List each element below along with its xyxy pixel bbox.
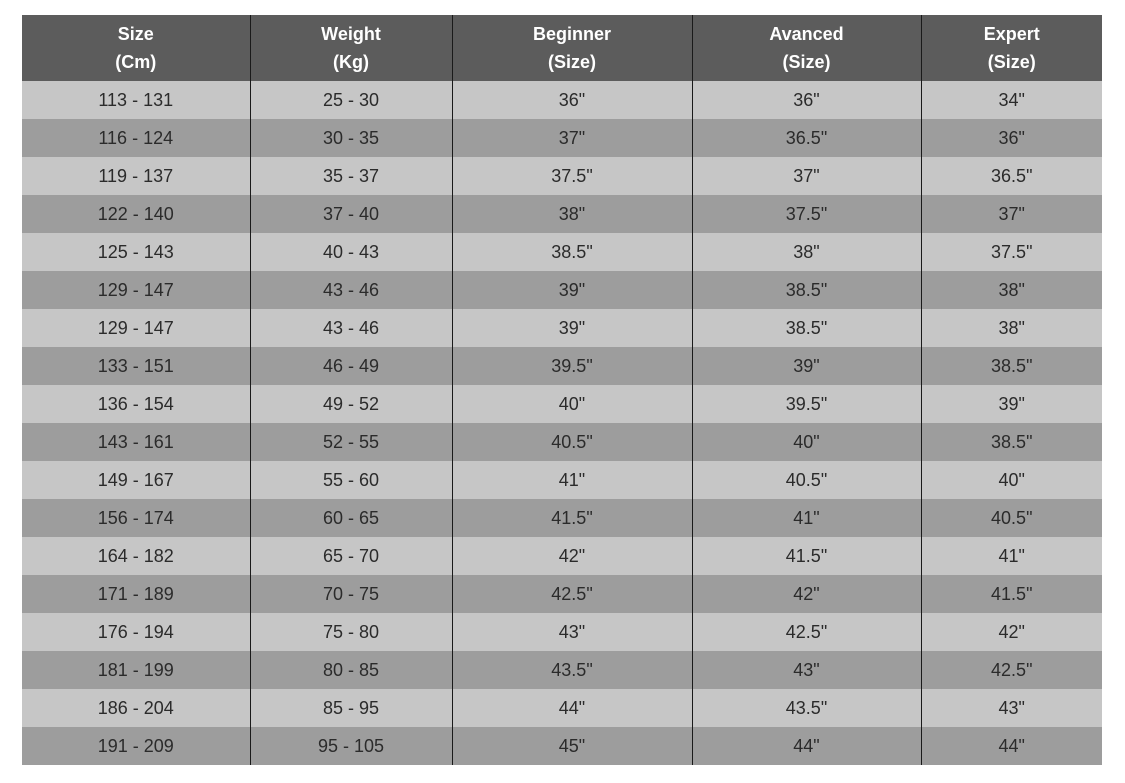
header-row bbox=[22, 15, 1102, 81]
header-size-label: Size bbox=[117, 24, 154, 44]
size-cell: 143 - 161 bbox=[22, 423, 250, 461]
header-advanced-label: Avanced bbox=[769, 24, 844, 44]
advanced-cell: 38.5" bbox=[692, 271, 921, 309]
beginner-cell: 39" bbox=[452, 309, 692, 347]
size-cell: 181 - 199 bbox=[22, 651, 250, 689]
table-row bbox=[22, 271, 1102, 309]
expert-cell: 44" bbox=[921, 727, 1102, 765]
expert-cell: 37.5" bbox=[921, 233, 1102, 271]
advanced-cell: 43" bbox=[692, 651, 921, 689]
table-row bbox=[22, 233, 1102, 271]
table-row bbox=[22, 195, 1102, 233]
size-cell: 164 - 182 bbox=[22, 537, 250, 575]
header-weight bbox=[250, 15, 452, 81]
size-cell: 133 - 151 bbox=[22, 347, 250, 385]
size-cell: 176 - 194 bbox=[22, 613, 250, 651]
advanced-cell: 41.5" bbox=[692, 537, 921, 575]
expert-cell: 38.5" bbox=[921, 423, 1102, 461]
advanced-cell: 44" bbox=[692, 727, 921, 765]
expert-cell: 42" bbox=[921, 613, 1102, 651]
size-cell: 129 - 147 bbox=[22, 271, 250, 309]
expert-cell: 41.5" bbox=[921, 575, 1102, 613]
beginner-cell: 38" bbox=[452, 195, 692, 233]
weight-cell: 40 - 43 bbox=[250, 233, 452, 271]
weight-cell: 60 - 65 bbox=[250, 499, 452, 537]
advanced-cell: 36" bbox=[692, 81, 921, 119]
beginner-cell: 40.5" bbox=[452, 423, 692, 461]
expert-cell: 40" bbox=[921, 461, 1102, 499]
table-body bbox=[22, 81, 1102, 765]
table-row bbox=[22, 727, 1102, 765]
expert-cell: 43" bbox=[921, 689, 1102, 727]
table-row bbox=[22, 651, 1102, 689]
size-cell: 122 - 140 bbox=[22, 195, 250, 233]
size-cell: 113 - 131 bbox=[22, 81, 250, 119]
advanced-cell: 39" bbox=[692, 347, 921, 385]
expert-cell: 38" bbox=[921, 271, 1102, 309]
beginner-cell: 37" bbox=[452, 119, 692, 157]
table-row bbox=[22, 689, 1102, 727]
expert-cell: 38" bbox=[921, 309, 1102, 347]
table-row bbox=[22, 347, 1102, 385]
advanced-cell: 43.5" bbox=[692, 689, 921, 727]
weight-cell: 85 - 95 bbox=[250, 689, 452, 727]
beginner-cell: 41.5" bbox=[452, 499, 692, 537]
advanced-cell: 39.5" bbox=[692, 385, 921, 423]
header-beginner-label: Beginner bbox=[532, 24, 611, 44]
header-weight-label: Weight bbox=[321, 24, 381, 44]
weight-cell: 35 - 37 bbox=[250, 157, 452, 195]
expert-cell: 42.5" bbox=[921, 651, 1102, 689]
size-cell: 156 - 174 bbox=[22, 499, 250, 537]
size-cell: 149 - 167 bbox=[22, 461, 250, 499]
size-chart-table bbox=[22, 15, 1102, 765]
header-expert-unit: (Size) bbox=[987, 52, 1036, 72]
header-advanced bbox=[692, 15, 921, 81]
beginner-cell: 42.5" bbox=[452, 575, 692, 613]
expert-cell: 38.5" bbox=[921, 347, 1102, 385]
table-row bbox=[22, 613, 1102, 651]
beginner-cell: 43.5" bbox=[452, 651, 692, 689]
weight-cell: 46 - 49 bbox=[250, 347, 452, 385]
expert-cell: 37" bbox=[921, 195, 1102, 233]
expert-cell: 34" bbox=[921, 81, 1102, 119]
header-expert bbox=[921, 15, 1102, 81]
size-cell: 191 - 209 bbox=[22, 727, 250, 765]
beginner-cell: 37.5" bbox=[452, 157, 692, 195]
expert-cell: 39" bbox=[921, 385, 1102, 423]
header-expert-label: Expert bbox=[983, 24, 1040, 44]
header-beginner bbox=[452, 15, 692, 81]
table-row bbox=[22, 309, 1102, 347]
weight-cell: 30 - 35 bbox=[250, 119, 452, 157]
beginner-cell: 40" bbox=[452, 385, 692, 423]
advanced-cell: 42" bbox=[692, 575, 921, 613]
size-cell: 119 - 137 bbox=[22, 157, 250, 195]
size-cell: 136 - 154 bbox=[22, 385, 250, 423]
weight-cell: 52 - 55 bbox=[250, 423, 452, 461]
table-row bbox=[22, 461, 1102, 499]
advanced-cell: 37" bbox=[692, 157, 921, 195]
weight-cell: 55 - 60 bbox=[250, 461, 452, 499]
header-advanced-unit: (Size) bbox=[782, 52, 831, 72]
beginner-cell: 43" bbox=[452, 613, 692, 651]
table-row bbox=[22, 499, 1102, 537]
advanced-cell: 36.5" bbox=[692, 119, 921, 157]
advanced-cell: 37.5" bbox=[692, 195, 921, 233]
size-cell: 116 - 124 bbox=[22, 119, 250, 157]
beginner-cell: 39.5" bbox=[452, 347, 692, 385]
advanced-cell: 38" bbox=[692, 233, 921, 271]
weight-cell: 43 - 46 bbox=[250, 309, 452, 347]
expert-cell: 36" bbox=[921, 119, 1102, 157]
weight-cell: 80 - 85 bbox=[250, 651, 452, 689]
beginner-cell: 42" bbox=[452, 537, 692, 575]
beginner-cell: 36" bbox=[452, 81, 692, 119]
size-cell: 186 - 204 bbox=[22, 689, 250, 727]
advanced-cell: 40" bbox=[692, 423, 921, 461]
size-cell: 171 - 189 bbox=[22, 575, 250, 613]
table-row bbox=[22, 119, 1102, 157]
header-size bbox=[22, 15, 250, 81]
table-row bbox=[22, 157, 1102, 195]
table-row bbox=[22, 423, 1102, 461]
table-row bbox=[22, 81, 1102, 119]
table-row bbox=[22, 575, 1102, 613]
header-weight-unit: (Kg) bbox=[333, 52, 369, 72]
beginner-cell: 45" bbox=[452, 727, 692, 765]
weight-cell: 65 - 70 bbox=[250, 537, 452, 575]
weight-cell: 43 - 46 bbox=[250, 271, 452, 309]
size-cell: 125 - 143 bbox=[22, 233, 250, 271]
table-row bbox=[22, 385, 1102, 423]
expert-cell: 36.5" bbox=[921, 157, 1102, 195]
weight-cell: 37 - 40 bbox=[250, 195, 452, 233]
advanced-cell: 42.5" bbox=[692, 613, 921, 651]
expert-cell: 41" bbox=[921, 537, 1102, 575]
advanced-cell: 38.5" bbox=[692, 309, 921, 347]
beginner-cell: 38.5" bbox=[452, 233, 692, 271]
advanced-cell: 40.5" bbox=[692, 461, 921, 499]
weight-cell: 49 - 52 bbox=[250, 385, 452, 423]
advanced-cell: 41" bbox=[692, 499, 921, 537]
size-cell: 129 - 147 bbox=[22, 309, 250, 347]
weight-cell: 75 - 80 bbox=[250, 613, 452, 651]
header-beginner-unit: (Size) bbox=[547, 52, 596, 72]
beginner-cell: 41" bbox=[452, 461, 692, 499]
expert-cell: 40.5" bbox=[921, 499, 1102, 537]
weight-cell: 25 - 30 bbox=[250, 81, 452, 119]
header-size-unit: (Cm) bbox=[115, 52, 157, 72]
beginner-cell: 44" bbox=[452, 689, 692, 727]
weight-cell: 70 - 75 bbox=[250, 575, 452, 613]
beginner-cell: 39" bbox=[452, 271, 692, 309]
weight-cell: 95 - 105 bbox=[250, 727, 452, 765]
table-row bbox=[22, 537, 1102, 575]
